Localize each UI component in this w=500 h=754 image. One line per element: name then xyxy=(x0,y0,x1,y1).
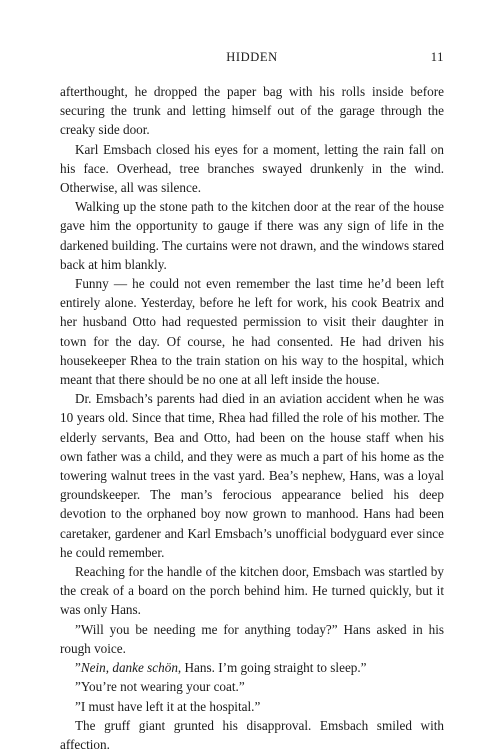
german-phrase: Nein, danke schön xyxy=(80,660,178,676)
running-title: HIDDEN xyxy=(226,50,278,64)
paragraph-4: Funny — he could not even remember the last time he’d been left entirely alone. Yesterday, before he left for work, his cook Beatrix and her husband Otto had requested permission to visit their daughter in town for the day. Of course, he had consented. He had driven his housekeeper Rhea to the train station on his way to the hospital, which meant that there should be no one at all left inside the house. xyxy=(60,276,444,388)
paragraph-11: The gruff giant grunted his disapproval. Emsbach smiled with affection. xyxy=(60,717,444,752)
paragraph-3: Walking up the stone path to the kitchen door at the rear of the house gave him the opportunity to gauge if there was any sign of life in the darkened building. The curtains were not drawn, and the windows stared back at him blankly. xyxy=(60,199,444,272)
page-number: 11 xyxy=(430,50,444,64)
paragraph-10: ”I must have left it at the hospital.” xyxy=(75,698,261,714)
paragraph-7: ”Will you be needing me for anything today?” Hans asked in his rough voice. xyxy=(60,621,444,656)
paragraph-5: Dr. Emsbach’s parents had died in an aviation accident when he was 10 years old. Since that time, Rhea had filled the role of his mother. The elderly servants, Bea and Otto, had been on the house staff when his own father was a child, and they were as much a part of his home as the towering walnut trees in the vast yard. Bea’s nephew, Hans, was a loyal groundskeeper. The man’s ferocious appearance belied his deep devotion to the orphaned boy now grown to manhood. Hans had been caretaker, gardener and Karl Emsbach’s unofficial bodyguard ever since he could remember. xyxy=(60,391,444,560)
paragraph-8 xyxy=(60,658,444,677)
quote-rest: , Hans. I’m going straight to sleep.” xyxy=(177,660,367,676)
paragraph-2: Karl Emsbach closed his eyes for a moment, letting the rain fall on his face. Overhead, tree branches swayed drunkenly in the wind. Otherwise, all was silence. xyxy=(60,141,444,196)
running-head xyxy=(60,50,444,70)
paragraph-6: Reaching for the handle of the kitchen door, Emsbach was startled by the creak of a board on the porch behind him. He turned quickly, but it was only Hans. xyxy=(60,564,444,618)
body-text xyxy=(60,82,444,754)
quote-open: ” xyxy=(75,660,81,676)
paragraph-1: afterthought, he dropped the paper bag with his rolls inside before securing the trunk and letting himself out of the garage through the creaky side door. xyxy=(60,84,444,138)
paragraph-9: ”You’re not wearing your coat.” xyxy=(75,679,245,695)
